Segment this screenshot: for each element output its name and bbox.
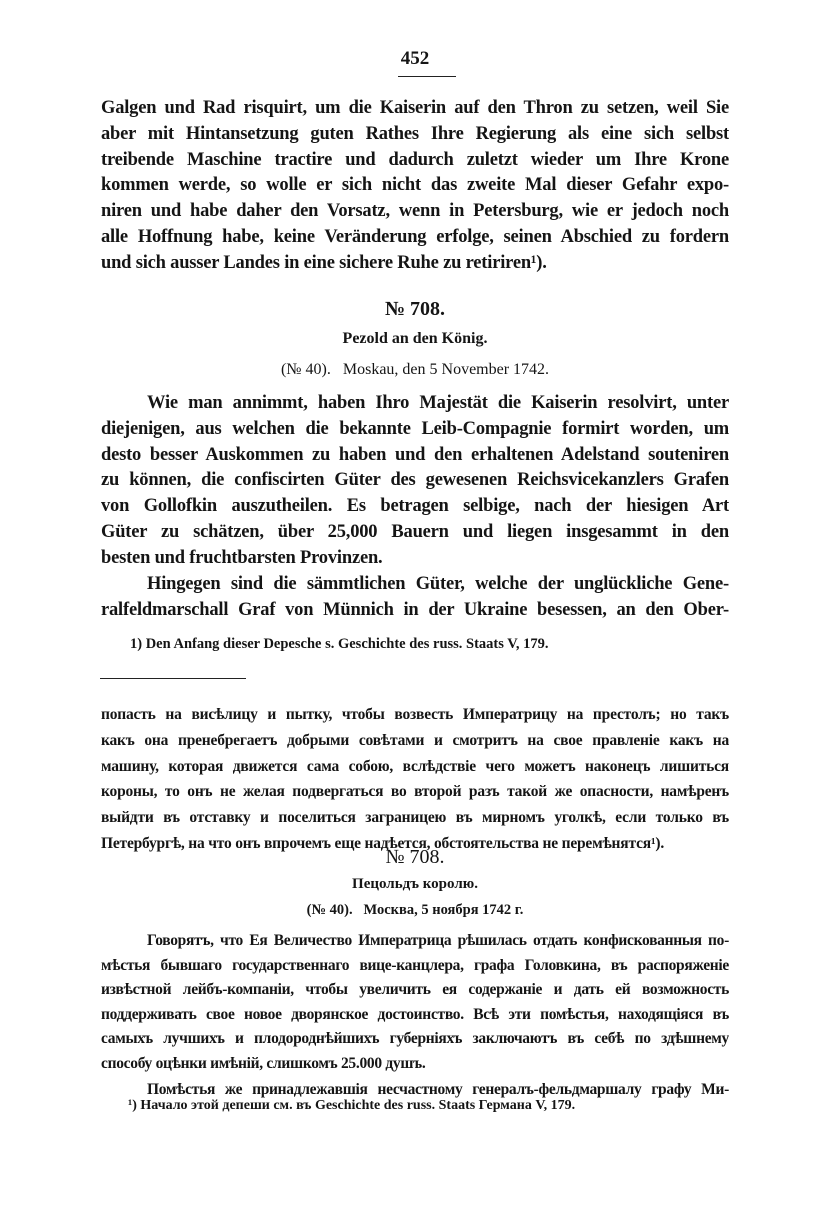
text-line: выйдти въ отставку и поселиться заграницею въ мирномъ уголкѣ, если только въ bbox=[101, 809, 729, 827]
text-line: desto besser Auskommen zu haben und den erhaltenen Adelstand souteniren bbox=[101, 444, 729, 465]
german-footnote: 1) Den Anfang dieser Depesche s. Geschichte des russ. Staats V, 179. bbox=[130, 636, 549, 652]
german-continuation bbox=[101, 96, 729, 277]
russian-dateline: (№ 40). Москва, 5 ноября 1742 г. bbox=[306, 902, 524, 918]
text-line: von Gollofkin auszutheilen. Es betragen selbige, nach der hiesigen Art bbox=[101, 496, 729, 517]
text-line: niren und habe daher den Vorsatz, wenn in Petersburg, wie er jedoch noch bbox=[101, 201, 729, 222]
text-line: самыхъ лучшихъ и плодороднѣйшихъ губерніяхъ заключаютъ въ себѣ по здѣшнему bbox=[101, 1030, 729, 1048]
text-line: Galgen und Rad risquirt, um die Kaiserin auf den Thron zu setzen, weil Sie bbox=[101, 98, 729, 118]
text-line: попасть на висѣлицу и пытку, чтобы возвесть Императрицу на престолъ; но такъ bbox=[101, 706, 729, 723]
text-line: извѣстной лейбъ-компаніи, чтобы увеличить ея содержаніе и дать ей возможность bbox=[101, 981, 729, 999]
text-line: Wie man annimmt, haben Ihro Majestät die Kaiserin resolvirt, unter bbox=[147, 393, 729, 413]
text-line: Помѣстья же принадлежавшія несчастному генералъ-фельдмаршалу графу Ми- bbox=[147, 1081, 729, 1098]
russian-doc-title: Пецольдъ королю. bbox=[352, 876, 478, 892]
german-doc-number: № 708. bbox=[384, 298, 446, 320]
text-line: Hingegen sind die sämmtlichen Güter, welche der unglückliche Gene- bbox=[147, 574, 729, 594]
text-line: машину, которая движется сама собою, вслѣдствіе чего можетъ наконецъ лишиться bbox=[101, 757, 729, 775]
page-number: 452 bbox=[400, 48, 430, 69]
section-divider bbox=[100, 678, 246, 679]
text-line: aber mit Hintansetzung guten Rathes Ihre Regierung als eine sich selbst bbox=[101, 123, 729, 144]
german-paragraph-1 bbox=[101, 391, 729, 572]
text-line: diejenigen, aus welchen die bekannte Leib-Compagnie formirt worden, um bbox=[101, 418, 729, 439]
text-line: Петербургѣ, на что онъ впрочемъ еще надѣется, обстоятельства не перемѣнятся¹). bbox=[101, 834, 665, 852]
russian-footnote: ¹) Начало этой депеши см. въ Geschichte des russ. Staats Германа V, 179. bbox=[128, 1098, 576, 1113]
text-line: мѣстья бывшаго государственнаго вице-канцлера, графа Головкина, въ распоряженіе bbox=[101, 956, 729, 974]
russian-doc-number: № 708. bbox=[385, 846, 445, 868]
german-dateline: (№ 40). Moskau, den 5 November 1742. bbox=[280, 361, 550, 378]
text-line: ralfeldmarschall Graf von Münnich in der Ukraine besessen, an den Ober- bbox=[101, 599, 729, 620]
text-line: besten und fruchtbarsten Provinzen. bbox=[101, 547, 383, 568]
text-line: treibende Maschine tractire und dadurch zuletzt wieder um Ihre Krone bbox=[101, 149, 729, 170]
text-line: zu können, die confiscirten Güter des gewesenen Reichsvicekanzlers Grafen bbox=[101, 470, 729, 491]
russian-continuation bbox=[101, 702, 729, 857]
text-line: поддерживать свое новое дворянское достоинство. Всѣ эти помѣстья, находящіяся въ bbox=[101, 1005, 729, 1023]
text-line: und sich ausser Landes in eine sichere Ruhe zu retiriren¹). bbox=[101, 252, 547, 273]
german-doc-title: Pezold an den König. bbox=[342, 330, 488, 347]
text-line: kommen werde, so wolle er sich nicht das zweite Mal dieser Gefahr expo- bbox=[101, 175, 729, 196]
page-number-rule bbox=[398, 76, 456, 77]
russian-paragraph-1 bbox=[101, 929, 729, 1077]
text-line: Güter zu schätzen, über 25,000 Bauern und liegen insgesammt in den bbox=[101, 521, 729, 542]
text-line: какъ она пренебрегаетъ добрыми совѣтами и смотритъ на свое правленіе какъ на bbox=[101, 731, 729, 749]
text-line: alle Hoffnung habe, keine Veränderung erfolge, seinen Abschied zu fordern bbox=[101, 226, 729, 247]
text-line: способу оцѣнки имѣній, слишкомъ 25.000 душъ. bbox=[101, 1054, 426, 1072]
text-line: Говорятъ, что Ея Величество Императрица рѣшилась отдать конфискованныя по- bbox=[147, 932, 729, 949]
german-paragraph-2 bbox=[101, 572, 729, 624]
text-line: короны, то онъ не желая подвергаться во второй разъ такой же опасности, намѣренъ bbox=[101, 783, 729, 801]
